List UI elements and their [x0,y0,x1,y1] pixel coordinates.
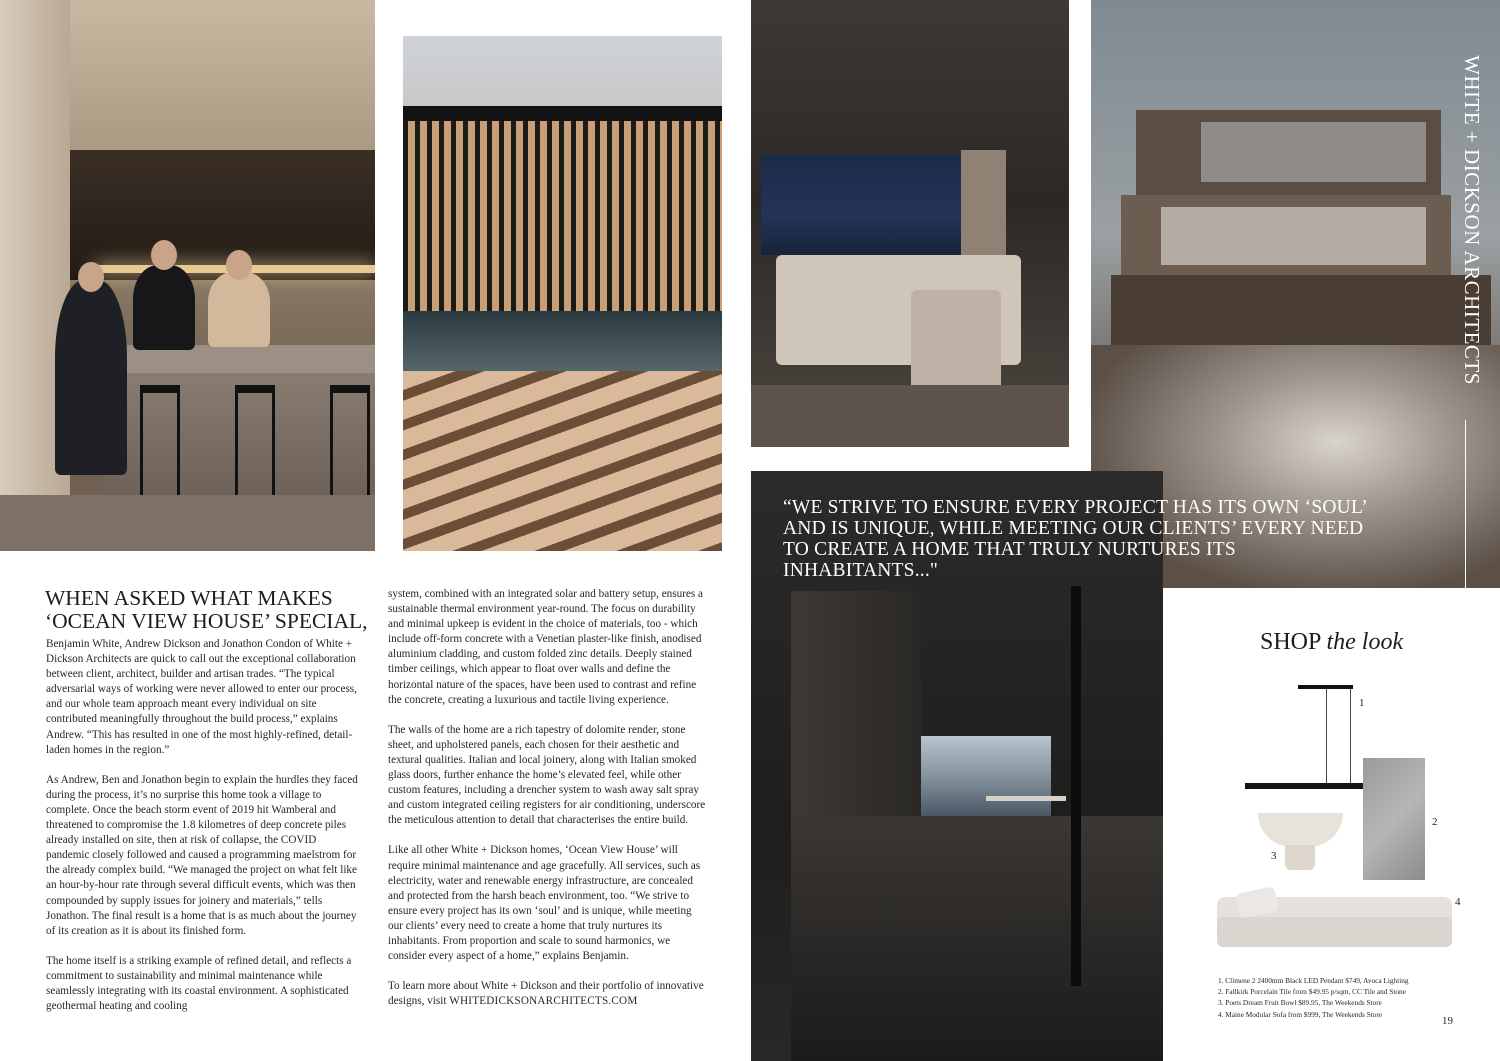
paragraph: As Andrew, Ben and Jonathon begin to explain the hurdles they faced during the process, it’s no surprise this home took a village to complete. Once the beach storm event of 2019 hit Wamberal and threatened to compromise the 1.8 kilometres of deep concrete piles already installed on site, then at risk of collapse, the COVID pandemic closely followed and caused a programming maelstrom for the already complex build. “We managed the project on what felt like an hour-by-hour rate through several difficult events, which was then compounded by supply issues for joinery and materials,” tells Jonathon. The final result is a home that is as much about the journey of its creation as it is about its finished form. [46,773,358,937]
product-list [1218,975,1458,1020]
headline-line-1: WHEN ASKED WHAT MAKES [45,586,333,610]
website-link[interactable]: WHITEDICKSONARCHITECTS.COM [449,995,638,1008]
paragraph: Benjamin White, Andrew Dickson and Jonathon Condon of White + Dickson Architects are quick to call out the exceptional collaboration between client, architect, builder and artisan trades. “The typical adversarial ways of working were never allowed to enter our process, and our whole team approach meant every individual on site contributed meaningfully throughout the build process,” explains Andrew. “This has resulted in one of the most highly-refined, detail-laden homes in the region.” [46,638,357,756]
headline-line-2: ‘OCEAN VIEW HOUSE’ SPECIAL, [45,609,368,633]
fruit-bowl-foot [1285,845,1315,870]
article-headline [45,587,375,633]
brand-divider [1465,420,1466,590]
vertical-brand-title: WHITE + DICKSON ARCHITECTS [1460,55,1484,385]
paragraph: The walls of the home are a rich tapestry of dolomite render, stone sheet, and upholstered panels, each chosen for their aesthetic and textural qualities. Italian and local joinery, along with Italian smoked glass doors, further enhance the home’s elevated feel, while other custom features, including a drencher system to wash away salt spray and custom integrated ceiling registers for air conditioning, underscore the meticulous attention to detail that characterises the entire build. [388,723,706,827]
paragraph: system, combined with an integrated solar and battery setup, ensures a sustainable thermal environment year-round. The focus on durability and minimal upkeep is evident in the choice of materials, too - which include off-form concrete with a Venetian plaster-like finish, anodised aluminium cladding, and custom folded zinc details. Deeply stained timber ceilings, which appear to float over walls and define the horizontal nature of the spaces, have been used to contrast and refine the concrete, creating a luxurious and tactile living experience. [388,588,704,706]
page-number: 19 [1442,1015,1453,1027]
pendant-wire [1326,688,1327,783]
product-item: 3. Poets Dream Fruit Bowl $89.95, The Weekends Store [1218,998,1382,1008]
modular-sofa-base [1217,917,1452,947]
pendant-wire [1350,688,1351,783]
fruit-bowl-image [1258,813,1343,847]
product-number-1: 1 [1359,697,1365,709]
shop-title-italic: the look [1326,629,1404,655]
shop-the-look-title [1260,629,1440,656]
pool-screen-photo [403,36,722,551]
shop-title-plain: SHOP [1260,629,1321,655]
article-column-1 [46,637,361,1029]
lounge-photo [751,0,1069,447]
product-number-2: 2 [1432,816,1438,828]
product-number-3: 3 [1271,850,1277,862]
product-item: 1. Climene 2 2400mm Black LED Pendant $749, Avoca Lighting [1218,976,1409,985]
paragraph: Like all other White + Dickson homes, ‘Ocean View House’ will require minimal maintenance and age gracefully. All services, such as electricity, water and renewable energy infrastructure, are concealed and protected from the harsh beach environment, too. “We strive to ensure every project has its own ‘soul’ and is unique, while meeting our clients’ every need to create a home that truly nurtures its inhabitants. From proportion and scale to sound harmonics, we consider every aspect of a home,” explains Benjamin. [388,844,701,963]
product-item: 2. Fallkirk Porcelain Tile from $49.95 p/sqm, CC Tile and Stone [1218,987,1406,997]
article-column-2 [388,587,706,1024]
product-number-4: 4 [1455,896,1461,908]
pull-quote: “WE STRIVE TO ENSURE EVERY PROJECT HAS ITS OWN ‘SOUL’ AND IS UNIQUE, WHILE MEETING OUR CLIENTS’ EVERY NEED TO CREATE A HOME THAT TRULY NURTURES ITS INHABITANTS..." [783,497,1367,581]
closing-paragraph [388,979,706,1009]
paragraph: The home itself is a striking example of refined detail, and reflects a commitment to sustainability and minimal maintenance while seamlessly integrating with its coastal environment. A sophisticated geothermal heating and cooling [46,954,352,1013]
product-item: 4. Maine Modular Sofa from $999, The Weekends Store [1218,1009,1383,1019]
kitchen-photo [0,0,375,551]
closing-text: To learn more about White + Dickson and their portfolio of innovative designs, visit [388,980,704,1008]
porcelain-tile-image [1363,758,1425,880]
